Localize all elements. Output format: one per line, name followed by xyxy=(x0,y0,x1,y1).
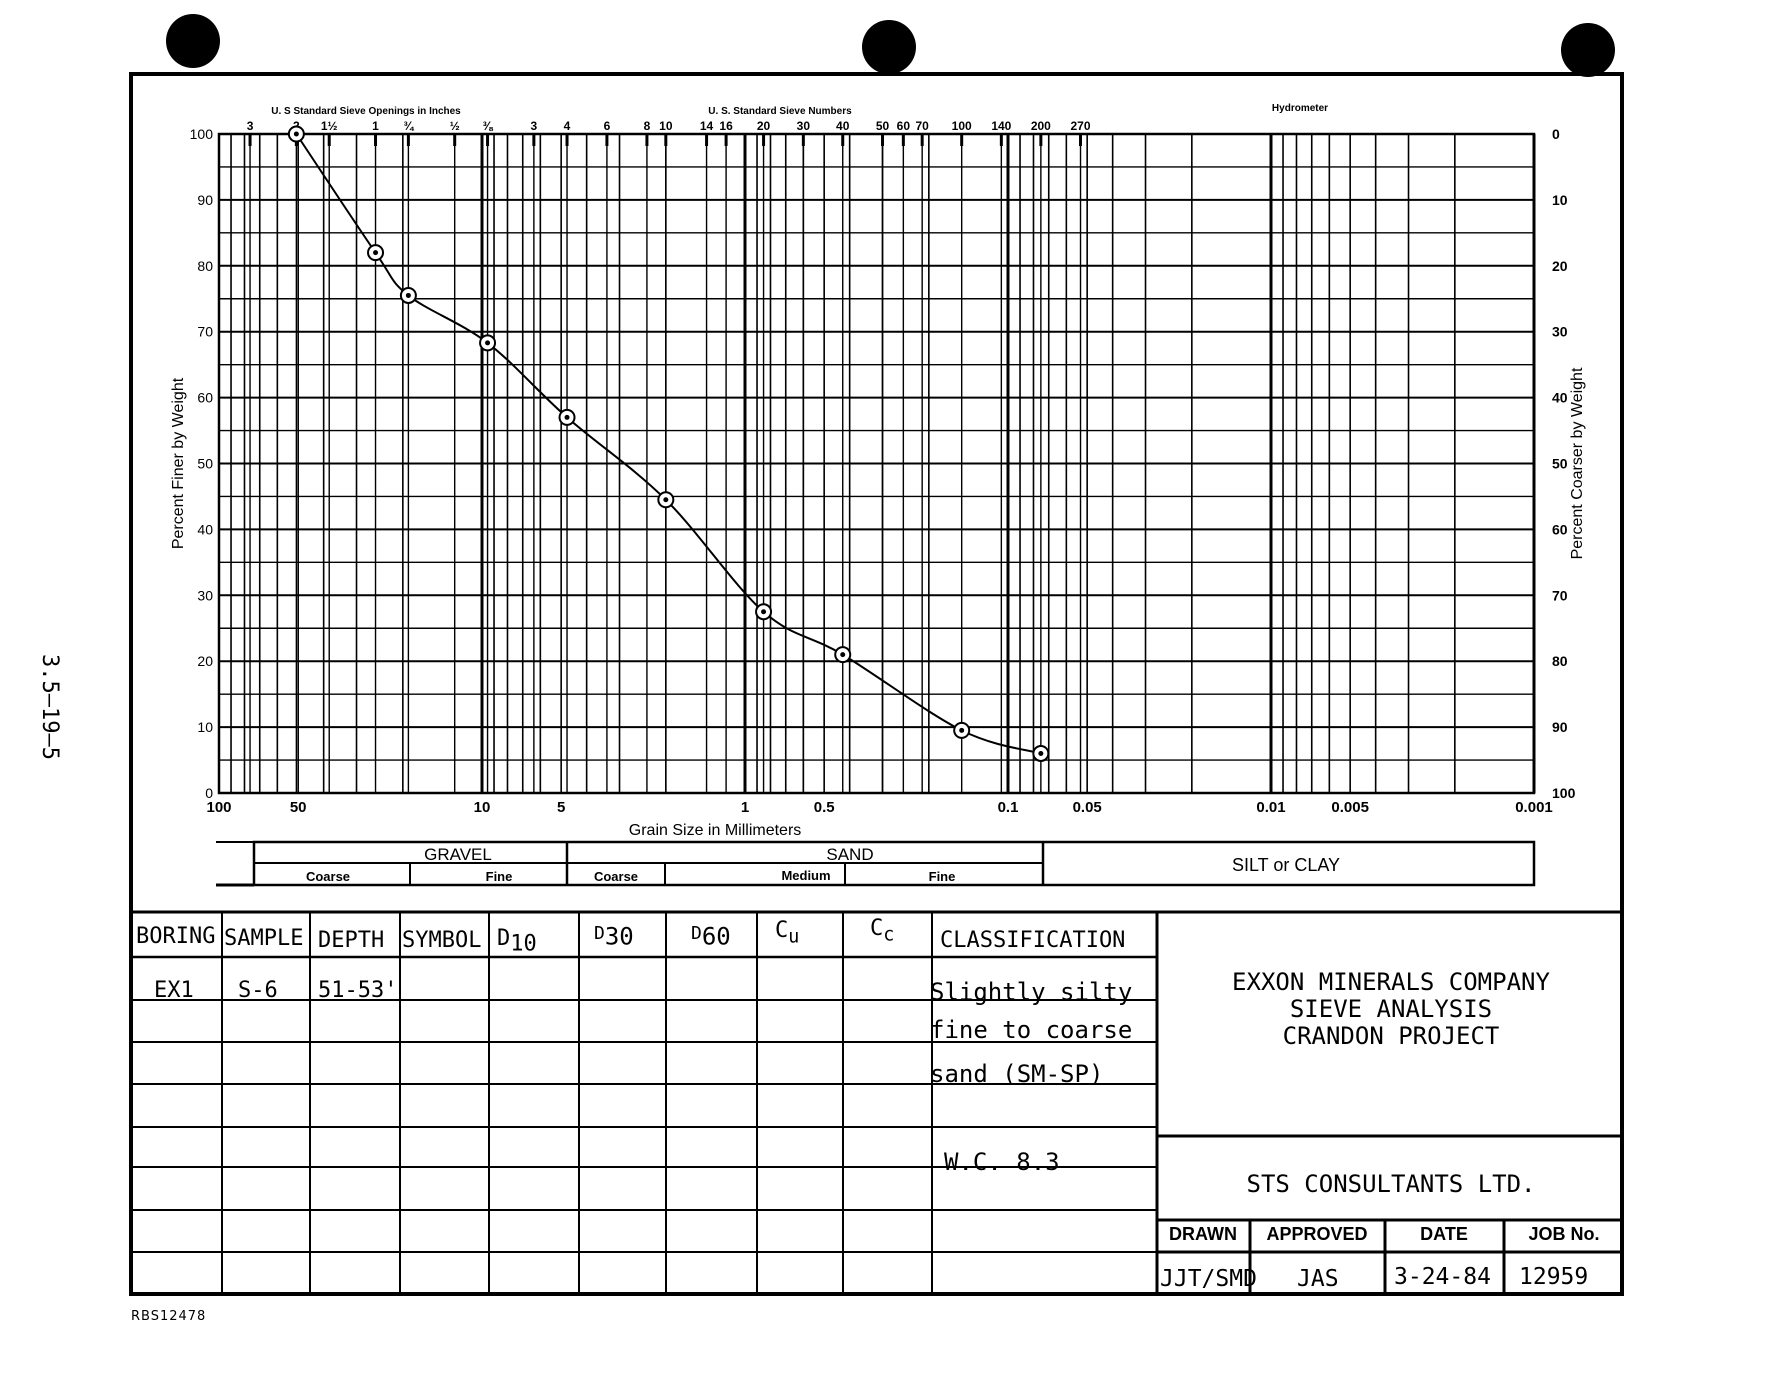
silt-clay-label: SILT or CLAY xyxy=(1231,855,1341,875)
date-label: DATE xyxy=(1420,1224,1468,1244)
sieve-label: 60 xyxy=(896,119,911,133)
x-tick-label: 10 xyxy=(473,799,491,816)
y-right-tick-label: 70 xyxy=(1552,587,1568,604)
header-boring: BORING xyxy=(136,924,216,949)
cell-boring: EX1 xyxy=(154,978,194,1003)
y-right-tick-label: 50 xyxy=(1552,455,1568,472)
x-tick-label: 0.1 xyxy=(997,799,1019,816)
sand-medium-label: Medium xyxy=(781,868,831,883)
sieve-label: 10 xyxy=(659,119,673,133)
sieve-label: ⅜ xyxy=(482,119,493,133)
date-value: 3-24-84 xyxy=(1394,1264,1491,1290)
y-tick-label: 20 xyxy=(197,653,213,670)
data-point-dot xyxy=(761,609,766,614)
sieve-inches-title: U. S Standard Sieve Openings in Inches xyxy=(271,106,461,117)
sieve-label: ¾ xyxy=(403,119,414,133)
y-right-tick-label: 60 xyxy=(1552,521,1568,538)
x-tick-label: 100 xyxy=(206,799,232,816)
sieve-label: 50 xyxy=(875,119,890,133)
data-point-dot xyxy=(1038,751,1043,756)
x-tick-label: 0.005 xyxy=(1331,799,1369,816)
cell-classification-line-1: Slightly silty xyxy=(930,978,1133,1006)
y-tick-label: 30 xyxy=(197,587,213,604)
header-d30: $D_{30}$ xyxy=(594,922,634,951)
sand-label: SAND xyxy=(826,845,874,864)
sieve-label: 70 xyxy=(915,119,929,133)
x-tick-label: 0.05 xyxy=(1072,799,1102,816)
gravel-label: GRAVEL xyxy=(424,845,492,864)
y-tick-label: 50 xyxy=(197,455,213,472)
sieve-label: 20 xyxy=(756,119,771,133)
drawn-value: JJT/SMD xyxy=(1160,1266,1257,1292)
y-tick-label: 10 xyxy=(197,719,213,736)
sieve-label: 3 xyxy=(246,119,254,133)
y-right-tick-label: 90 xyxy=(1552,719,1568,736)
data-point-dot xyxy=(840,652,845,657)
y-tick-label: 70 xyxy=(197,323,213,340)
drawn-label: DRAWN xyxy=(1169,1224,1237,1244)
x-tick-label: 50 xyxy=(289,799,307,816)
chart-grid xyxy=(219,134,1534,793)
data-point-dot xyxy=(959,728,964,733)
sand-fine-label: Fine xyxy=(928,869,956,884)
y-tick-label: 60 xyxy=(197,389,213,406)
sieve-numbers-title: U. S. Standard Sieve Numbers xyxy=(708,106,852,117)
sieve-label: 100 xyxy=(951,119,972,133)
data-point-dot xyxy=(373,250,378,255)
hydrometer-title: Hydrometer xyxy=(1271,103,1329,114)
sieve-label: 200 xyxy=(1030,119,1051,133)
sand-coarse-label: Coarse xyxy=(593,869,639,884)
data-point-dot xyxy=(565,415,570,420)
x-tick-label: 1 xyxy=(740,799,750,816)
report-title: SIEVE ANALYSIS xyxy=(1289,995,1493,1023)
y-right-tick-label: 0 xyxy=(1552,126,1560,142)
y-tick-label: 80 xyxy=(197,257,213,274)
x-tick-label: 0.001 xyxy=(1515,799,1553,816)
y-right-tick-label: 20 xyxy=(1552,257,1568,274)
sieve-label: 1 xyxy=(372,119,379,133)
x-tick-label: 5 xyxy=(556,799,566,816)
header-symbol: SYMBOL xyxy=(402,928,482,953)
project-name: CRANDON PROJECT xyxy=(1282,1022,1500,1050)
sieve-label: 1½ xyxy=(320,119,338,133)
header-depth: DEPTH xyxy=(318,928,385,953)
y-right-tick-label: 80 xyxy=(1552,653,1568,670)
sieve-label: 4 xyxy=(563,119,571,133)
header-cu: $C_u$ xyxy=(775,918,800,948)
approved-label: APPROVED xyxy=(1266,1224,1368,1244)
header-d10: $D_{10}$ xyxy=(497,926,537,957)
x-tick-label: 0.5 xyxy=(813,799,835,816)
sieve-label: 14 xyxy=(699,119,714,133)
y-right-tick-label: 40 xyxy=(1552,389,1568,406)
cell-classification-line-2: fine to coarse xyxy=(930,1016,1133,1044)
y-tick-label: 0 xyxy=(205,785,213,801)
cell-classification-line-3: sand (SM-SP) xyxy=(930,1060,1104,1088)
gravel-coarse-label: Coarse xyxy=(305,869,351,884)
job-number-label: JOB No. xyxy=(1528,1224,1600,1244)
sieve-label: 30 xyxy=(796,119,811,133)
y-right-axis-title: Percent Coarser by Weight xyxy=(1569,367,1586,560)
sieve-label: 140 xyxy=(991,119,1012,133)
y-right-tick-label: 10 xyxy=(1552,191,1568,208)
approved-value: JAS xyxy=(1297,1266,1339,1292)
data-point-dot xyxy=(294,132,299,137)
y-axis-title: Percent Finer by Weight xyxy=(170,377,187,550)
cell-depth: 51-53' xyxy=(318,978,398,1003)
y-tick-label: 100 xyxy=(189,126,213,142)
sieve-label: 40 xyxy=(836,119,850,133)
sieve-label: 16 xyxy=(719,119,733,133)
sieve-label: 8 xyxy=(643,119,651,133)
sieve-label: 3 xyxy=(530,119,538,133)
y-right-tick-label: 100 xyxy=(1552,785,1576,801)
header-d60: $D_{60}$ xyxy=(691,922,731,951)
company-name: EXXON MINERALS COMPANY xyxy=(1232,968,1550,996)
data-point-dot xyxy=(663,497,668,502)
cell-sample: S-6 xyxy=(238,978,278,1003)
y-right-tick-label: 30 xyxy=(1552,323,1568,340)
cell-water-content: W.C. 8.3 xyxy=(944,1148,1060,1176)
data-point-dot xyxy=(406,293,411,298)
y-tick-label: 90 xyxy=(197,191,213,208)
x-tick-label: 0.01 xyxy=(1256,799,1286,816)
sieve-label: ½ xyxy=(449,119,460,133)
consultant-name: STS CONSULTANTS LTD. xyxy=(1246,1170,1536,1198)
header-sample: SAMPLE xyxy=(224,926,304,951)
y-tick-label: 40 xyxy=(197,521,213,538)
header-classification: CLASSIFICATION xyxy=(940,928,1126,953)
header-cc: $C_c$ xyxy=(870,916,895,946)
job-number-value: 12959 xyxy=(1519,1264,1589,1290)
page-side-code: 3.5–19–5 xyxy=(37,654,62,760)
data-point-dot xyxy=(485,340,490,345)
sieve-label: 6 xyxy=(603,119,611,133)
x-axis-title: Grain Size in Millimeters xyxy=(628,822,802,839)
plate-code: RBS12478 xyxy=(131,1309,207,1324)
gravel-fine-label: Fine xyxy=(485,869,513,884)
sieve-label: 270 xyxy=(1070,119,1091,133)
